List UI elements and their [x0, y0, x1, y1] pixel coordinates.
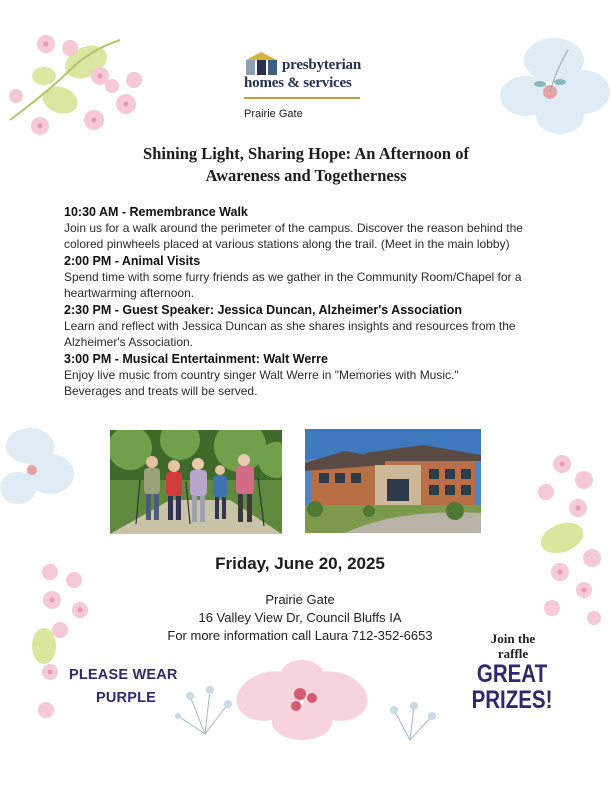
event-title-line2: Awareness and Togetherness [205, 166, 407, 185]
schedule [64, 204, 584, 400]
schedule-item [64, 302, 584, 350]
schedule-item-description [64, 220, 584, 252]
description-line: Learn and reflect with Jessica Duncan as she shares insights and resources from the [64, 319, 516, 333]
great-prizes-line2: PRIZES! [471, 686, 553, 714]
description-line: colored pinwheels placed at various stations along the trail. (Meet in the main lobby) [64, 237, 510, 251]
wear-purple-line1: PLEASE WEAR [69, 667, 178, 683]
description-line: heartwarming afternoon. [64, 286, 195, 300]
event-title [80, 143, 532, 187]
walkers-photo [110, 430, 282, 534]
schedule-item-description [64, 269, 584, 301]
schedule-item-heading: 2:30 PM - Guest Speaker: Jessica Duncan, Alzheimer's Association [64, 303, 463, 317]
venue-address: 16 Valley View Dr, Council Bluffs IA [198, 610, 402, 625]
bottom-left-blossoms [30, 560, 100, 730]
schedule-item-heading: 3:00 PM - Musical Entertainment: Walt Werre [64, 352, 328, 366]
house-logo-icon [244, 51, 280, 77]
event-date: Friday, June 20, 2025 [215, 554, 385, 573]
description-line: Enjoy live music from country singer Walt Werre in "Memories with Music." [64, 368, 459, 382]
venue-name: Prairie Gate [265, 592, 335, 607]
logo-underline [244, 97, 360, 99]
description-line: Alzheimer's Association. [64, 335, 194, 349]
schedule-item-heading: 2:00 PM - Animal Visits [64, 254, 201, 268]
description-line: Beverages and treats will be served. [64, 384, 258, 398]
schedule-item-description [64, 318, 584, 350]
left-pale-flower [0, 418, 80, 528]
logo-text-line1: presbyterian [282, 57, 361, 73]
logo-text-line2: homes & services [244, 75, 352, 91]
top-left-blossoms [0, 0, 170, 150]
bottom-orchid [230, 658, 380, 740]
schedule-item-description [64, 367, 584, 399]
description-line: Spend time with some furry friends as we gather in the Community Room/Chapel for a [64, 270, 522, 284]
baby-breath-sprig-right [380, 698, 440, 742]
baby-breath-sprig-left [170, 676, 240, 736]
wear-purple-line2: PURPLE [96, 690, 157, 706]
organization-logo [244, 49, 364, 101]
schedule-item-heading: 10:30 AM - Remembrance Walk [64, 205, 248, 219]
schedule-item [64, 253, 584, 301]
raffle-line1: Join the [490, 631, 536, 646]
top-right-flower [496, 30, 612, 140]
right-blossoms [522, 450, 612, 630]
building-photo [305, 429, 481, 533]
community-name: Prairie Gate [244, 108, 303, 120]
schedule-item [64, 204, 584, 252]
description-line: Join us for a walk around the perimeter of the campus. Discover the reason behind the [64, 221, 523, 235]
event-title-line1: Shining Light, Sharing Hope: An Afternoon of [143, 144, 469, 163]
great-prizes-line1: GREAT [476, 660, 548, 688]
raffle-line2: raffle [497, 646, 529, 661]
contact-info: For more information call Laura 712-352-6653 [167, 628, 433, 643]
schedule-item [64, 351, 584, 399]
